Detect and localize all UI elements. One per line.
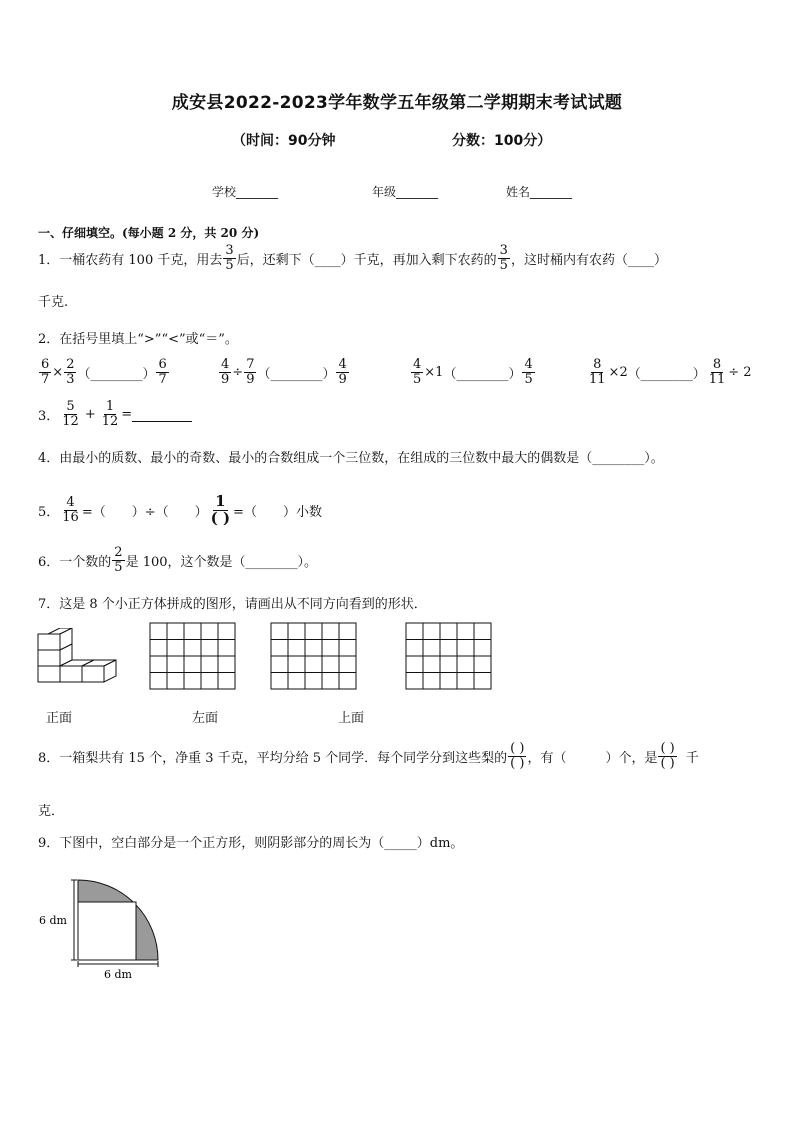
answer-blank[interactable]: （________） [257,366,336,382]
grid-cell[interactable] [167,623,184,640]
grid-cell[interactable] [322,623,339,640]
q1-text-a: 1．一桶农药有 100 千克，用去 [38,252,223,268]
q1-continued: 千克. [38,295,69,310]
grid-cell[interactable] [201,656,218,673]
grid-cell[interactable] [184,656,201,673]
grid-cell[interactable] [167,656,184,673]
quarter-circle-figure [36,872,166,984]
fraction: $\frac{3}{5}$ [499,243,508,273]
grid-cell[interactable] [474,656,491,673]
grid-right[interactable] [405,622,493,690]
answer-blank[interactable]: （________） [627,366,706,382]
grid-cell[interactable] [457,640,474,657]
grid-cell[interactable] [271,673,288,690]
grid-cell[interactable] [339,656,356,673]
section-heading: 一、仔细填空。(每小题 2 分，共 20 分) [38,226,260,240]
grid-cell[interactable] [184,673,201,690]
grid-cell[interactable] [288,640,305,657]
grid-cell[interactable] [322,640,339,657]
question-3: 3． $\frac{5}{12}$ + $\frac{1}{12}$ = [38,400,192,428]
grid-cell[interactable] [457,673,474,690]
grid-cell[interactable] [423,673,440,690]
answer-blank[interactable] [132,407,192,422]
grid-cell[interactable] [406,640,423,657]
grid-cell[interactable] [339,673,356,690]
name-field[interactable]: 姓名_______ [506,185,573,199]
exam-time: （时间：90分钟 [232,133,336,149]
grid-cell[interactable] [218,623,235,640]
grid-cell[interactable] [167,673,184,690]
grid-cell[interactable] [322,673,339,690]
grid-cell[interactable] [423,640,440,657]
cube-figure-icon [36,628,118,690]
grid-cell[interactable] [150,623,167,640]
grid-cell[interactable] [457,623,474,640]
grid-cell[interactable] [406,673,423,690]
dim-label-width: 6 dm [104,968,132,981]
grid-cell[interactable] [271,656,288,673]
grid-cell[interactable] [474,673,491,690]
answer-blank[interactable]: （________） [443,366,522,382]
grade-field[interactable]: 年级_______ [372,185,439,199]
grid-cell[interactable] [339,623,356,640]
grid-cell[interactable] [201,640,218,657]
grid-cell[interactable] [322,656,339,673]
question-1 [38,244,667,272]
grid-cell[interactable] [440,656,457,673]
question-7: 7．这是 8 个小正方体拼成的图形，请画出从不同方向看到的形状． [38,597,427,612]
grid-cell[interactable] [406,623,423,640]
grid-left[interactable] [149,622,237,690]
question-9: 9．下图中，空白部分是一个正方形，则阴影部分的周长为（_____）dm。 [38,836,464,851]
question-2: 2．在括号里填上“>”“<”或“＝”。 [38,332,238,347]
label-left: 左面 [192,711,219,726]
question-6: 6．一个数的 $\frac{2}{5}$ 是 100，这个数是（________）。 [38,545,318,575]
grid-cell[interactable] [184,640,201,657]
school-field[interactable]: 学校_______ [212,185,279,199]
answer-blank[interactable]: （________） [77,366,156,382]
compare-item-4: $\frac{8}{11}$ ×2 （________） $\frac{8}{11}$ ÷ 2 [589,357,752,387]
grid-cell[interactable] [474,640,491,657]
compare-item-3: $\frac{4}{5}$ ×1 （________） $\frac{4}{5}$ [413,357,533,387]
grid-cell[interactable] [218,673,235,690]
grid-cell[interactable] [201,623,218,640]
question-5: 5． $\frac{4}{16}$ =（ ）÷（ ） $\frac{1}{( )}$ =（ ）小数 [38,492,322,527]
grid-cell[interactable] [305,673,322,690]
grid-cell[interactable] [305,656,322,673]
grid-cell[interactable] [288,656,305,673]
grid-cell[interactable] [271,640,288,657]
grid-cell[interactable] [305,623,322,640]
label-front: 正面 [46,711,73,726]
grid-cell[interactable] [201,673,218,690]
exam-score: 分数：100分） [452,133,552,149]
grid-cell[interactable] [457,656,474,673]
grid-cell[interactable] [150,656,167,673]
fraction: $\frac{3}{5}$ [225,243,234,273]
grid-cell[interactable] [271,623,288,640]
grid-cell[interactable] [440,673,457,690]
q1-text-c: ，这时桶内有农药（____） [510,252,667,268]
grid-middle[interactable] [270,622,358,690]
dim-label-height: 6 dm [39,914,67,927]
grid-cell[interactable] [167,640,184,657]
compare-item-1: $\frac{6}{7}$ × $\frac{2}{3}$ （________） $\frac{6}{7}$ [41,357,167,387]
grid-cell[interactable] [218,656,235,673]
grid-cell[interactable] [150,640,167,657]
q1-text-b: 后，还剩下（____）千克，再加入剩下农药的 [236,252,497,268]
page-title: 成安县2022-2023学年数学五年级第二学期期末考试试题 [171,93,623,113]
question-8: 8．一箱梨共有 15 个，净重 3 千克，平均分给 5 个同学．每个同学分到这些梨的 $\frac{( )}{( )}$ ，有（ ）个，是 $\frac{( )}{( )}$ 千 [38,741,699,771]
grid-cell[interactable] [305,640,322,657]
q8-continued: 克． [38,804,65,819]
label-top: 上面 [338,711,365,726]
grid-cell[interactable] [423,623,440,640]
grid-cell[interactable] [440,623,457,640]
grid-cell[interactable] [440,640,457,657]
grid-cell[interactable] [288,673,305,690]
grid-cell[interactable] [339,640,356,657]
grid-cell[interactable] [474,623,491,640]
grid-cell[interactable] [423,656,440,673]
grid-cell[interactable] [218,640,235,657]
compare-item-2: $\frac{4}{9}$ ÷ $\frac{7}{9}$ （________） $\frac{4}{9}$ [221,357,347,387]
grid-cell[interactable] [406,656,423,673]
grid-cell[interactable] [288,623,305,640]
grid-cell[interactable] [184,623,201,640]
grid-cell[interactable] [150,673,167,690]
question-4: 4．由最小的质数、最小的奇数、最小的合数组成一个三位数，在组成的三位数中最大的偶数是（________）。 [38,451,664,466]
